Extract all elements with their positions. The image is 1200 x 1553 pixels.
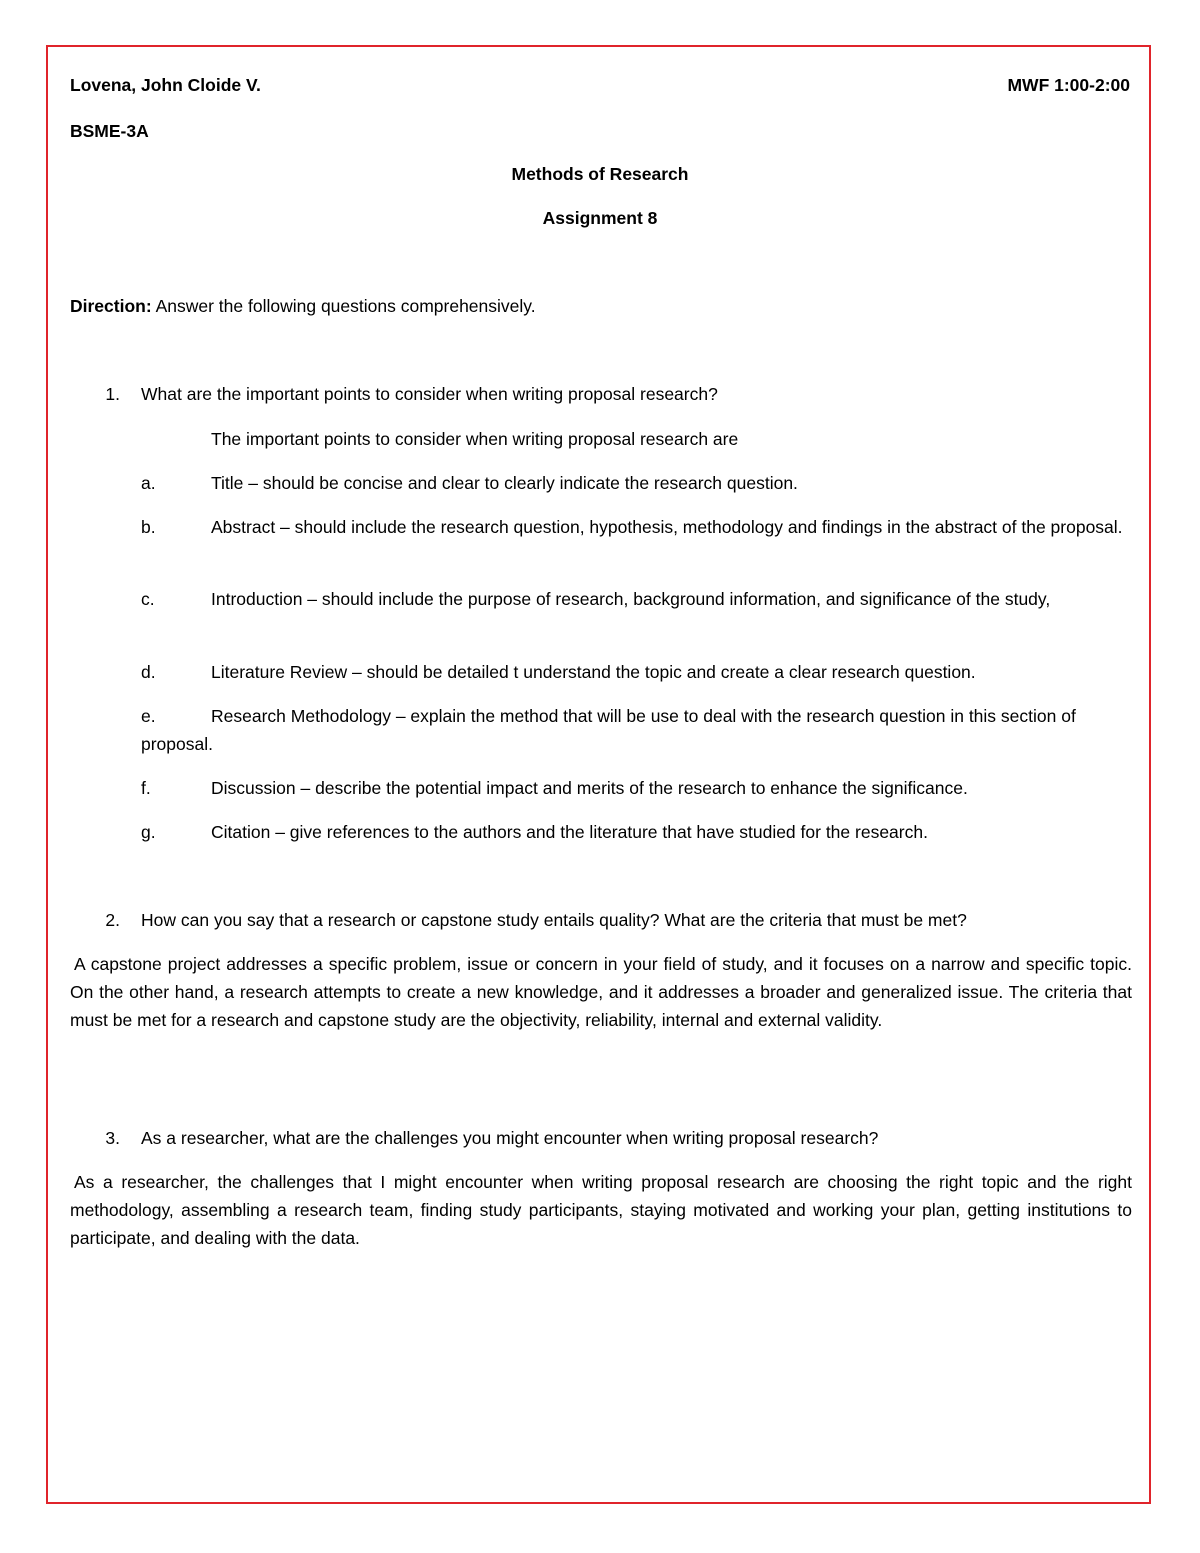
list-item: [141, 774, 1131, 802]
student-name: Lovena, John Cloide V.: [70, 75, 261, 95]
list-item: [141, 513, 1131, 541]
assignment-title: Assignment 8: [542, 208, 658, 228]
list-item-letter: b.: [141, 517, 156, 537]
list-item: [141, 658, 1131, 686]
list-item-text: Abstract – should include the research question, hypothesis, methodology and findings in the abstract of the proposal.: [211, 517, 1123, 537]
list-item: [141, 585, 1131, 613]
direction-label: Direction:: [70, 296, 152, 316]
class-schedule: MWF 1:00-2:00: [1007, 75, 1130, 95]
direction-text: Answer the following questions comprehensively.: [151, 296, 536, 316]
question-number: 2.: [105, 910, 120, 930]
answer-intro: The important points to consider when writing proposal research are: [211, 429, 739, 449]
question-number: 1.: [105, 384, 120, 404]
list-item-text: Title – should be concise and clear to clearly indicate the research question.: [211, 473, 798, 493]
list-item-letter: a.: [141, 473, 156, 493]
list-item-text: Citation – give references to the authors and the literature that have studied for the research.: [211, 822, 928, 842]
list-item-text: Discussion – describe the potential impact and merits of the research to enhance the significance.: [211, 778, 968, 798]
list-item-text: Introduction – should include the purpose of research, background information, and significance of the study,: [211, 589, 1051, 609]
list-item: [141, 469, 1131, 497]
list-item: [141, 702, 1131, 758]
course-title: Methods of Research: [511, 164, 689, 184]
list-item: [141, 818, 1131, 846]
question-text: What are the important points to consider when writing proposal research?: [141, 384, 718, 404]
list-item-text: Literature Review – should be detailed t understand the topic and create a clear research question.: [211, 662, 976, 682]
question-text: How can you say that a research or capstone study entails quality? What are the criteria that must be met?: [141, 910, 967, 930]
question-number: 3.: [105, 1128, 120, 1148]
list-item-letter: e.: [141, 706, 156, 726]
list-item-letter: c.: [141, 589, 155, 609]
list-item-letter: f.: [141, 778, 151, 798]
direction-line: [70, 292, 536, 320]
student-section: BSME-3A: [70, 121, 149, 141]
answer-paragraph: A capstone project addresses a specific problem, issue or concern in your field of study, and it focuses on a narrow and specific topic. On the other hand, a research attempts to create a new knowledge, and it addresses a broader and generalized issue. The criteria that must be met for a research and capstone study are the objectivity, reliability, internal and external validity.: [70, 954, 1132, 1030]
list-item-letter: g.: [141, 822, 156, 842]
answer-paragraph: As a researcher, the challenges that I might encounter when writing proposal research are choosing the right topic and the right methodology, assembling a research team, finding study participants, staying motivated and working your plan, getting institutions to participate, and dealing with the data.: [70, 1172, 1132, 1248]
list-item-letter: d.: [141, 662, 156, 682]
question-text: As a researcher, what are the challenges you might encounter when writing proposal research?: [141, 1128, 879, 1148]
list-item-text: Research Methodology – explain the method that will be use to deal with the research question in this section of proposal.: [141, 706, 1076, 754]
